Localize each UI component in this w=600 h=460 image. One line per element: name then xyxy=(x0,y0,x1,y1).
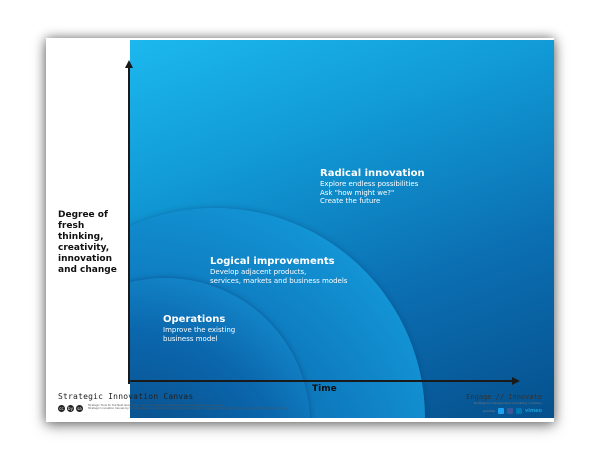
fine-print-line-1: Strategic Tools for the Next Generation - See more at www.strategictoolsforthenextgeneration.com/tools xyxy=(88,404,224,407)
operations-title: Operations xyxy=(163,314,226,325)
radical-line-2: Ask "how might we?" xyxy=(320,188,395,197)
fine-print-line-2: Strategic Innovation Canvas by Christian Bason and Elisabeth Mulvad is licensed under a Creative Commons Attribution-ShareAlike 4.0 Unported License. xyxy=(88,407,288,411)
radical-line-3: Create the future xyxy=(320,197,381,205)
operations-line-2: business model xyxy=(163,334,218,343)
innovation-panel xyxy=(130,40,554,418)
by-icon: by xyxy=(68,406,73,411)
y-axis-label: Degree of fresh thinking, creativity, innovation and change xyxy=(58,210,117,275)
radical-innovation-zone xyxy=(320,168,425,206)
linkedin-icon[interactable] xyxy=(516,408,522,414)
social-label: Join this xyxy=(483,409,495,413)
facebook-icon[interactable] xyxy=(507,408,513,414)
sa-icon: sa xyxy=(77,406,82,411)
operations-line-1: Improve the existing xyxy=(163,326,236,334)
license-fine-print xyxy=(88,404,388,411)
strategic-innovation-canvas xyxy=(46,38,554,422)
y-axis-arrow-icon xyxy=(125,60,133,68)
brand-tagline: strategical management consulting company xyxy=(473,401,542,405)
logical-line-2: services, markets and business models xyxy=(210,276,348,285)
twitter-icon[interactable] xyxy=(498,408,504,414)
radical-line-1: Explore endless possibilities xyxy=(320,180,419,188)
canvas-title: Strategic Innovation Canvas xyxy=(58,392,194,401)
logical-title: Logical improvements xyxy=(210,256,335,267)
radical-title: Radical innovation xyxy=(320,168,425,179)
x-axis xyxy=(128,380,512,382)
vimeo-icon[interactable]: vimeo xyxy=(524,408,542,414)
logical-line-1: Develop adjacent products, xyxy=(210,268,307,276)
brand-name: Engage // Innovate xyxy=(466,393,542,401)
social-links xyxy=(483,408,542,414)
creative-commons-icons xyxy=(58,405,83,412)
cc-icon: cc xyxy=(59,406,64,411)
x-axis-arrow-icon xyxy=(512,377,520,385)
x-axis-label: Time xyxy=(312,384,337,394)
logical-improvements-zone xyxy=(210,256,347,285)
operations-zone xyxy=(163,314,235,343)
